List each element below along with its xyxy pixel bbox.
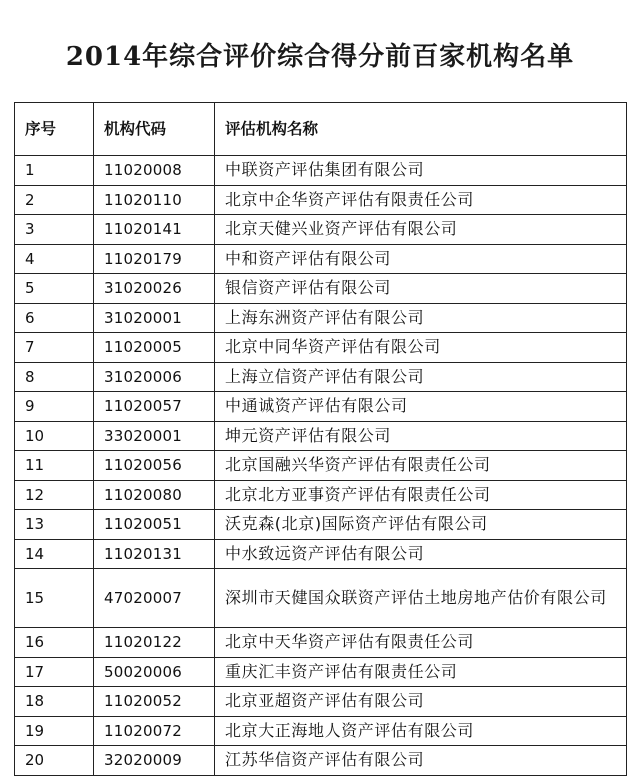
table-row — [15, 362, 627, 392]
serial-number-cell: 5 — [15, 274, 94, 304]
institution-code-cell: 11020005 — [94, 333, 215, 363]
serial-number-cell: 3 — [15, 215, 94, 245]
institution-name-cell: 重庆汇丰资产评估有限责任公司 — [215, 657, 627, 687]
header-institution-name: 评估机构名称 — [215, 103, 627, 156]
table-header-row — [15, 103, 627, 156]
table-row — [15, 716, 627, 746]
institution-code-cell: 47020007 — [94, 569, 215, 628]
serial-number-cell: 20 — [15, 746, 94, 776]
institution-name-cell: 北京亚超资产评估有限公司 — [215, 687, 627, 717]
institution-code-cell: 50020006 — [94, 657, 215, 687]
institution-code-cell: 11020051 — [94, 510, 215, 540]
serial-number-cell: 16 — [15, 628, 94, 658]
serial-number-cell: 18 — [15, 687, 94, 717]
institution-name-cell: 中联资产评估集团有限公司 — [215, 156, 627, 186]
institution-code-cell: 31020026 — [94, 274, 215, 304]
table-row — [15, 392, 627, 422]
table-row — [15, 156, 627, 186]
page-title: 2014年综合评价综合得分前百家机构名单 — [65, 42, 575, 72]
institution-name-cell: 中通诚资产评估有限公司 — [215, 392, 627, 422]
institution-code-cell: 11020072 — [94, 716, 215, 746]
institution-name-cell: 北京北方亚事资产评估有限责任公司 — [215, 480, 627, 510]
table-row — [15, 333, 627, 363]
institution-code-cell: 11020008 — [94, 156, 215, 186]
institution-name-cell: 江苏华信资产评估有限公司 — [215, 746, 627, 776]
institution-name-cell: 北京国融兴华资产评估有限责任公司 — [215, 451, 627, 481]
institution-code-cell: 31020006 — [94, 362, 215, 392]
institution-name-cell: 北京大正海地人资产评估有限公司 — [215, 716, 627, 746]
institution-name-cell: 上海立信资产评估有限公司 — [215, 362, 627, 392]
institution-code-cell: 11020080 — [94, 480, 215, 510]
table-row — [15, 244, 627, 274]
serial-number-cell: 17 — [15, 657, 94, 687]
table-row — [15, 657, 627, 687]
serial-number-cell: 6 — [15, 303, 94, 333]
institution-code-cell: 11020057 — [94, 392, 215, 422]
institution-name-cell: 银信资产评估有限公司 — [215, 274, 627, 304]
serial-number-cell: 8 — [15, 362, 94, 392]
serial-number-cell: 2 — [15, 185, 94, 215]
ranking-table-container — [14, 102, 626, 776]
institution-name-cell: 坤元资产评估有限公司 — [215, 421, 627, 451]
table-row — [15, 687, 627, 717]
institution-code-cell: 11020141 — [94, 215, 215, 245]
institution-name-cell: 深圳市天健国众联资产评估土地房地产估价有限公司 — [215, 569, 627, 628]
institution-name-cell: 中和资产评估有限公司 — [215, 244, 627, 274]
serial-number-cell: 4 — [15, 244, 94, 274]
table-row — [15, 421, 627, 451]
institution-name-cell: 北京天健兴业资产评估有限公司 — [215, 215, 627, 245]
institution-name-cell: 北京中同华资产评估有限公司 — [215, 333, 627, 363]
serial-number-cell: 12 — [15, 480, 94, 510]
table-row — [15, 215, 627, 245]
table-row — [15, 303, 627, 333]
institution-code-cell: 32020009 — [94, 746, 215, 776]
serial-number-cell: 9 — [15, 392, 94, 422]
header-serial-number: 序号 — [15, 103, 94, 156]
table-row — [15, 569, 627, 628]
table-row — [15, 480, 627, 510]
table-row — [15, 185, 627, 215]
institution-code-cell: 11020056 — [94, 451, 215, 481]
institution-code-cell: 11020052 — [94, 687, 215, 717]
table-row — [15, 510, 627, 540]
serial-number-cell: 7 — [15, 333, 94, 363]
serial-number-cell: 10 — [15, 421, 94, 451]
header-institution-code: 机构代码 — [94, 103, 215, 156]
institution-code-cell: 11020122 — [94, 628, 215, 658]
institution-name-cell: 中水致远资产评估有限公司 — [215, 539, 627, 569]
serial-number-cell: 1 — [15, 156, 94, 186]
institution-code-cell: 11020131 — [94, 539, 215, 569]
table-row — [15, 539, 627, 569]
institution-name-cell: 北京中天华资产评估有限责任公司 — [215, 628, 627, 658]
institution-code-cell: 31020001 — [94, 303, 215, 333]
institution-code-cell: 11020179 — [94, 244, 215, 274]
institution-name-cell: 沃克森(北京)国际资产评估有限公司 — [215, 510, 627, 540]
serial-number-cell: 14 — [15, 539, 94, 569]
serial-number-cell: 19 — [15, 716, 94, 746]
table-row — [15, 746, 627, 776]
table-body — [15, 156, 627, 776]
ranking-table — [14, 102, 627, 776]
table-row — [15, 451, 627, 481]
institution-name-cell: 北京中企华资产评估有限责任公司 — [215, 185, 627, 215]
institution-code-cell: 33020001 — [94, 421, 215, 451]
institution-name-cell: 上海东洲资产评估有限公司 — [215, 303, 627, 333]
table-row — [15, 274, 627, 304]
institution-code-cell: 11020110 — [94, 185, 215, 215]
serial-number-cell: 11 — [15, 451, 94, 481]
table-row — [15, 628, 627, 658]
serial-number-cell: 15 — [15, 569, 94, 628]
serial-number-cell: 13 — [15, 510, 94, 540]
